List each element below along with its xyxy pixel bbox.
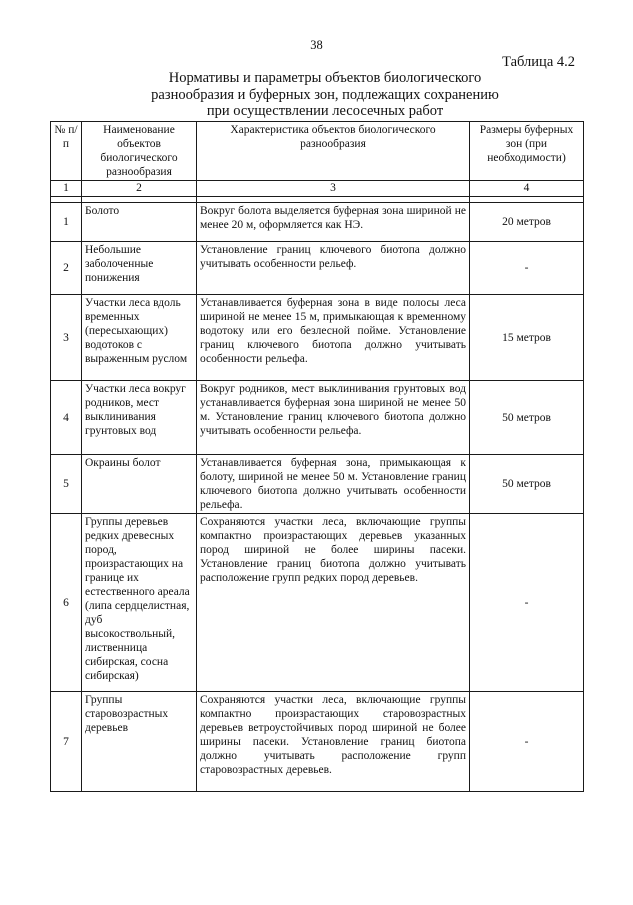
row-buffer: 15 метров xyxy=(470,295,584,381)
row-description: Вокруг болота выделяется буферная зона шириной не менее 20 м, оформляется как НЭ. xyxy=(197,203,470,242)
table-row xyxy=(51,295,584,381)
header-buffer: Размеры буферных зон (при необходимости) xyxy=(470,122,584,181)
column-number-row xyxy=(51,181,584,197)
row-number: 2 xyxy=(51,242,82,295)
row-name: Болото xyxy=(82,203,197,242)
row-number: 3 xyxy=(51,295,82,381)
row-number: 1 xyxy=(51,203,82,242)
column-number: 3 xyxy=(197,181,470,197)
column-number: 4 xyxy=(470,181,584,197)
row-number: 5 xyxy=(51,455,82,514)
row-description: Сохраняются участки леса, включающие группы компактно произрастающих старовозрастных деревьев ветроустойчивых пород шириной не более ширины пасеки. Установление границ биотопа должно учитывать расположение групп старовозрастных деревьев. xyxy=(197,692,470,792)
column-number: 2 xyxy=(82,181,197,197)
page-number: 38 xyxy=(310,38,323,52)
row-description: Сохраняются участки леса, включающие группы компактно произрастающих деревьев указанных пород шириной не более ширины пасеки. Установление границ биотопа должно учитывать расположение групп редких пород деревьев. xyxy=(197,514,470,692)
row-buffer: 50 метров xyxy=(470,455,584,514)
row-name: Группы старовозрастных деревьев xyxy=(82,692,197,792)
row-buffer: - xyxy=(470,514,584,692)
header-row xyxy=(51,122,584,181)
title-line: разнообразия и буферных зон, подлежащих сохранению xyxy=(151,86,499,103)
row-name: Окраины болот xyxy=(82,455,197,514)
title-line: при осуществлении лесосечных работ xyxy=(206,103,444,119)
header-num: № п/п xyxy=(51,122,82,181)
column-number: 1 xyxy=(51,181,82,197)
row-buffer: - xyxy=(470,242,584,295)
table-row xyxy=(51,514,584,692)
table-row xyxy=(51,455,584,514)
biodiversity-table xyxy=(50,121,584,792)
row-buffer: 50 метров xyxy=(470,381,584,455)
header-name: Наименование объектов биологического разнообразия xyxy=(82,122,197,181)
row-description: Установление границ ключевого биотопа должно учитывать особенности рельеф. xyxy=(197,242,470,295)
table-row xyxy=(51,692,584,792)
title-line: Нормативы и параметры объектов биологического xyxy=(168,70,482,86)
table-row xyxy=(51,242,584,295)
row-name: Группы деревьев редких древесных пород, произрастающих на границе их естественного ареала (липа сердцелистная, дуб высокоствольный, лиственница сибирская, сосна сибирская) xyxy=(82,514,197,692)
row-description: Устанавливается буферная зона, примыкающая к болоту, шириной не менее 50 м. Установление границ ключевого биотопа должно учитывать особенности рельефа. xyxy=(197,455,470,514)
row-number: 4 xyxy=(51,381,82,455)
row-buffer: - xyxy=(470,692,584,792)
table-row xyxy=(51,203,584,242)
row-buffer: 20 метров xyxy=(470,203,584,242)
table-row xyxy=(51,381,584,455)
header-characteristic: Характеристика объектов биологического разнообразия xyxy=(197,122,470,181)
row-number: 6 xyxy=(51,514,82,692)
table-label: Таблица 4.2 xyxy=(502,54,575,70)
table-title xyxy=(60,70,590,120)
row-description: Вокруг родников, мест выклинивания грунтовых вод устанавливается буферная зона шириной не менее 50 м. Установление границ ключевого биотопа должно учитывать особенности рельефа. xyxy=(197,381,470,455)
row-description: Устанавливается буферная зона в виде полосы леса шириной не менее 15 м, примыкающая к временному водотоку или его безлесной пойме. Установление границ ключевого биотопа должно учитывать особенности рельефа. xyxy=(197,295,470,381)
row-name: Участки леса вдоль временных (пересыхающих) водотоков с выраженным руслом xyxy=(82,295,197,381)
row-name: Участки леса вокруг родников, мест выклинивания грунтовых вод xyxy=(82,381,197,455)
row-name: Небольшие заболоченные понижения xyxy=(82,242,197,295)
row-number: 7 xyxy=(51,692,82,792)
